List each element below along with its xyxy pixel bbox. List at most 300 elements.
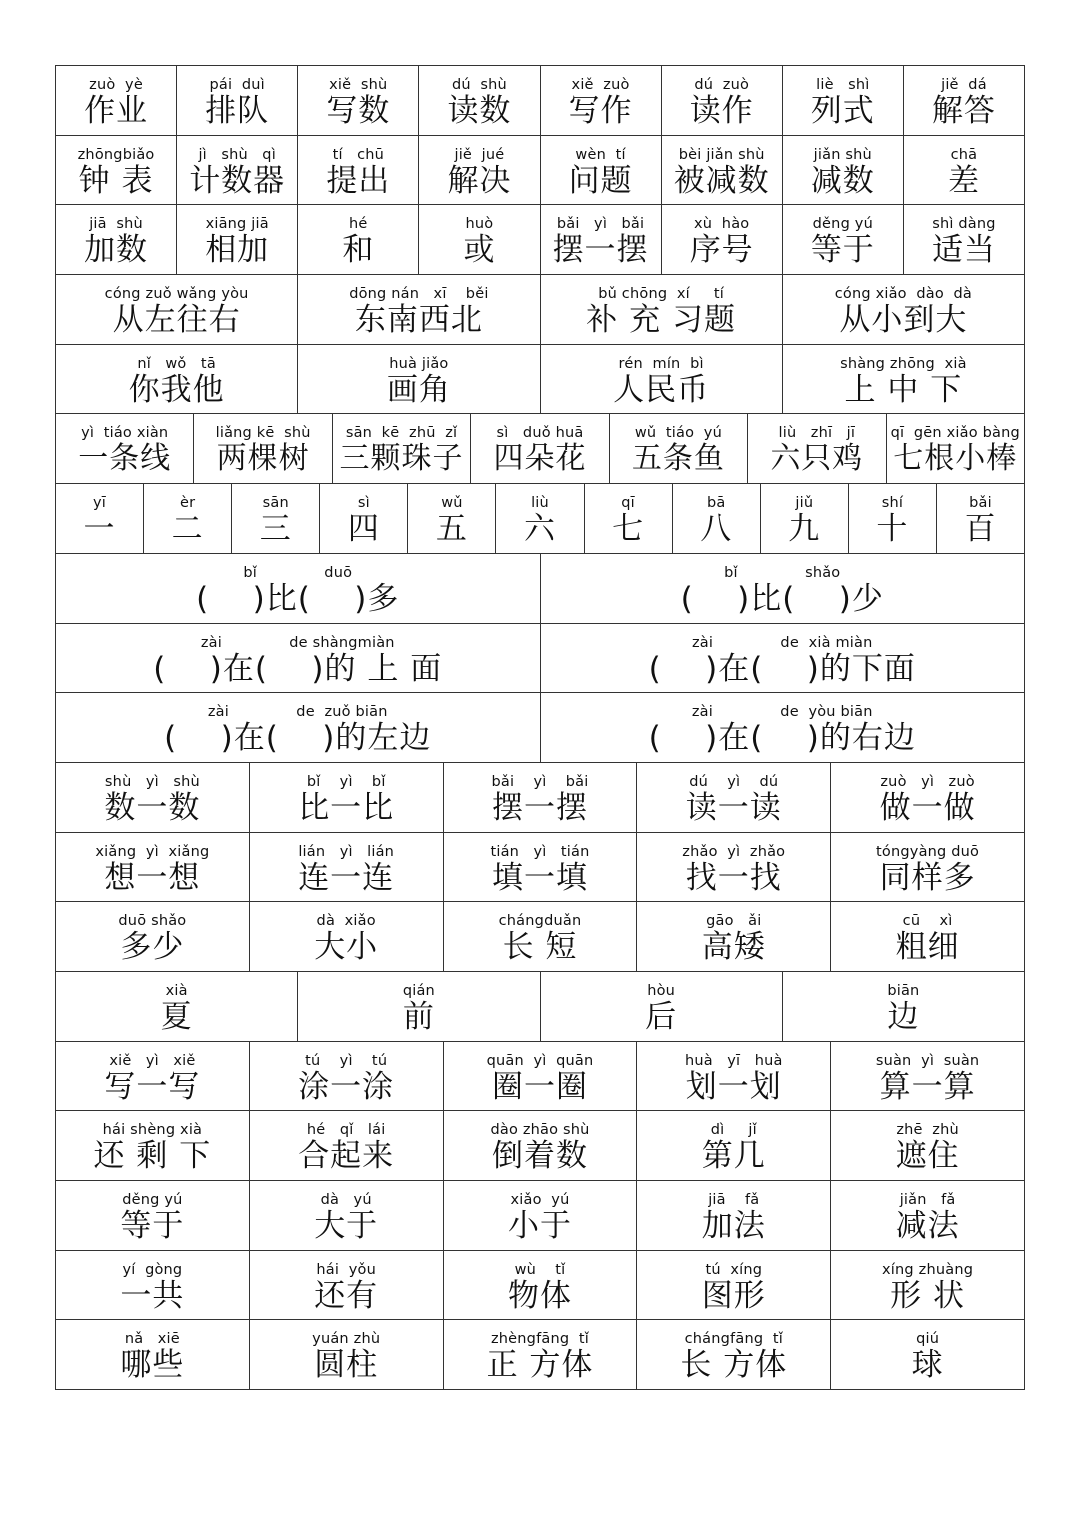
- hanzi-word: 形 状: [890, 1277, 966, 1314]
- word-cell: [250, 902, 444, 972]
- word-cell: [419, 205, 540, 275]
- word-cell: [56, 833, 250, 903]
- hanzi-word: 四: [347, 511, 380, 548]
- hanzi-word: 减数: [810, 162, 875, 199]
- pinyin-label: jiā fǎ: [708, 1192, 760, 1208]
- grid-row: [56, 763, 1025, 833]
- hanzi-word: 读作: [689, 93, 754, 129]
- word-cell: [637, 902, 831, 972]
- pinyin-label: zuò yè: [89, 77, 143, 93]
- pinyin-label: tí chū: [332, 146, 385, 163]
- pinyin-label: xiǎo yú: [510, 1192, 570, 1208]
- hanzi-word: 人民币: [613, 371, 710, 408]
- word-cell: [250, 1251, 444, 1321]
- pinyin-label: hòu: [647, 982, 676, 999]
- pinyin-label: gāo ǎi: [706, 913, 762, 930]
- word-cell: [673, 484, 761, 554]
- pinyin-label: yuán zhù: [312, 1331, 381, 1348]
- pinyin-label: jì shù qì: [198, 146, 276, 163]
- hanzi-word: 数一数: [104, 789, 201, 826]
- word-cell: [541, 345, 783, 415]
- hanzi-word: 减法: [895, 1208, 960, 1244]
- word-cell: [250, 1042, 444, 1112]
- hanzi-word: 和: [342, 232, 375, 269]
- pinyin-label: cóng xiǎo dào dà: [834, 286, 973, 303]
- word-cell: [831, 1042, 1025, 1112]
- word-cell: [56, 902, 250, 972]
- word-cell: [144, 484, 232, 554]
- grid-row: [56, 693, 1025, 763]
- hanzi-word: 九: [788, 511, 821, 548]
- hanzi-word: 同样多: [879, 859, 976, 896]
- pinyin-label: zhē zhù: [896, 1122, 959, 1139]
- hanzi-word: 写作: [568, 93, 633, 129]
- word-cell: [56, 275, 298, 345]
- word-cell: [471, 414, 609, 484]
- word-cell: [904, 66, 1025, 136]
- word-cell: [333, 414, 471, 484]
- pinyin-label: xù hào: [694, 216, 750, 233]
- pinyin-label: sān kē zhū zǐ: [345, 425, 458, 442]
- word-cell: [761, 484, 849, 554]
- hanzi-word: 三颗珠子: [339, 441, 464, 477]
- pinyin-label: biān: [887, 982, 920, 999]
- hanzi-word: 边: [887, 998, 920, 1035]
- word-cell: [232, 484, 320, 554]
- word-cell: [662, 205, 783, 275]
- hanzi-word: 排队: [205, 93, 270, 129]
- pinyin-label: xiě yì xiě: [109, 1052, 196, 1069]
- pinyin-label: zhōngbiǎo: [77, 146, 155, 163]
- hanzi-word: 填一填: [491, 859, 588, 896]
- pinyin-label: xiě zuò: [571, 77, 630, 93]
- hanzi-word: 加法: [701, 1208, 766, 1244]
- pinyin-label: qī gēn xiǎo bàng: [890, 425, 1020, 442]
- hanzi-word: ( )在( )的左边: [164, 720, 432, 757]
- hanzi-word: 长 短: [502, 929, 578, 966]
- hanzi-word: 读数: [447, 93, 512, 129]
- word-cell: [56, 484, 144, 554]
- hanzi-word: 作业: [84, 93, 149, 129]
- hanzi-word: 差: [947, 162, 980, 199]
- hanzi-word: 解答: [931, 93, 996, 129]
- hanzi-word: 小于: [507, 1208, 572, 1244]
- hanzi-word: ( )在( )的下面: [648, 650, 916, 687]
- hanzi-word: 圈一圈: [491, 1068, 588, 1105]
- pinyin-label: yì tiáo xiàn: [81, 425, 169, 442]
- pinyin-label: qiú: [916, 1331, 940, 1348]
- word-cell: [444, 902, 638, 972]
- word-cell: [496, 484, 584, 554]
- word-cell: [56, 1111, 250, 1181]
- word-cell: [250, 1181, 444, 1251]
- pinyin-label: bǎi: [969, 495, 992, 512]
- hanzi-word: 百: [964, 511, 997, 548]
- word-cell: [250, 1320, 444, 1390]
- pinyin-label: zuò yì zuò: [880, 773, 975, 790]
- pinyin-label: dì jǐ: [710, 1122, 757, 1139]
- pinyin-label: nǐ wǒ tā: [137, 355, 216, 372]
- hanzi-word: 粗细: [895, 929, 960, 966]
- pinyin-label: qī: [621, 495, 635, 512]
- hanzi-word: 八: [700, 511, 733, 548]
- pinyin-label: wèn tí: [575, 146, 626, 163]
- pinyin-label: nǎ xiē: [124, 1331, 180, 1348]
- hanzi-word: 序号: [689, 232, 754, 269]
- word-cell: [56, 693, 541, 763]
- hanzi-word: 比一比: [298, 789, 395, 826]
- pinyin-label: xíng zhuàng: [882, 1261, 974, 1278]
- hanzi-word: 钟 表: [78, 162, 154, 199]
- hanzi-word: 想一想: [104, 859, 201, 896]
- pinyin-label: xiě shù: [329, 77, 388, 93]
- grid-row: [56, 275, 1025, 345]
- word-cell: [56, 554, 541, 624]
- hanzi-word: 被减数: [673, 162, 770, 199]
- grid-row: [56, 972, 1025, 1042]
- hanzi-word: 多少: [120, 929, 185, 966]
- grid-row: [56, 902, 1025, 972]
- pinyin-label: huà yī huà: [684, 1052, 783, 1069]
- pinyin-label: quān yì quān: [486, 1052, 594, 1069]
- grid-row: [56, 484, 1025, 554]
- hanzi-word: 写数: [326, 93, 391, 129]
- pinyin-label: tú xíng: [705, 1261, 763, 1278]
- word-cell: [444, 1042, 638, 1112]
- word-cell: [541, 275, 783, 345]
- grid-row: [56, 66, 1025, 136]
- grid-row: [56, 1042, 1025, 1112]
- hanzi-word: 六只鸡: [770, 441, 864, 477]
- pinyin-label: wǔ: [441, 495, 463, 512]
- word-cell: [637, 1320, 831, 1390]
- word-cell: [937, 484, 1025, 554]
- hanzi-word: 画角: [386, 371, 451, 408]
- word-cell: [320, 484, 408, 554]
- pinyin-label: bǐ shǎo: [724, 564, 841, 581]
- pinyin-label: tú yì tú: [305, 1052, 388, 1069]
- hanzi-word: 七: [612, 511, 645, 548]
- pinyin-label: chángfāng tǐ: [684, 1331, 783, 1348]
- hanzi-word: 你我他: [128, 371, 225, 408]
- pinyin-label: hái shèng xià: [102, 1122, 203, 1139]
- pinyin-label: jiě dá: [941, 77, 987, 93]
- pinyin-label: dà xiǎo: [316, 913, 376, 930]
- hanzi-word: 写一写: [104, 1068, 201, 1105]
- word-cell: [250, 1111, 444, 1181]
- word-cell: [831, 763, 1025, 833]
- word-cell: [887, 414, 1025, 484]
- hanzi-word: 涂一涂: [298, 1068, 395, 1105]
- pinyin-label: wǔ tiáo yú: [634, 425, 722, 442]
- pinyin-label: zài de yòu biān: [691, 704, 873, 721]
- pinyin-label: jiǎn fǎ: [899, 1192, 956, 1208]
- pinyin-label: bǔ chōng xí tí: [598, 286, 725, 303]
- hanzi-word: 五条鱼: [631, 441, 725, 477]
- hanzi-word: 合起来: [298, 1138, 395, 1175]
- hanzi-word: 问题: [568, 162, 633, 199]
- word-cell: [56, 136, 177, 206]
- word-cell: [408, 484, 496, 554]
- word-cell: [298, 275, 540, 345]
- pinyin-label: xià: [165, 982, 188, 999]
- word-cell: [444, 1111, 638, 1181]
- word-cell: [56, 66, 177, 136]
- hanzi-word: 图形: [701, 1277, 766, 1314]
- hanzi-word: 六: [524, 511, 557, 548]
- hanzi-word: ( )在( )的右边: [648, 720, 916, 757]
- word-cell: [585, 484, 673, 554]
- word-cell: [637, 1181, 831, 1251]
- word-cell: [637, 1111, 831, 1181]
- hanzi-word: ( )比( )多: [196, 580, 400, 617]
- pinyin-label: liǎng kē shù: [215, 425, 311, 442]
- hanzi-word: 一条线: [78, 441, 172, 477]
- pinyin-label: huò: [465, 216, 494, 233]
- pinyin-label: zài de zuǒ biān: [207, 704, 388, 721]
- hanzi-word: 找一找: [685, 859, 782, 896]
- word-cell: [444, 763, 638, 833]
- pinyin-label: dú shù: [451, 77, 507, 93]
- word-cell: [783, 205, 904, 275]
- pinyin-label: duō shǎo: [118, 913, 187, 930]
- grid-row: [56, 1320, 1025, 1390]
- hanzi-word: 等于: [120, 1208, 185, 1244]
- hanzi-word: 二: [171, 511, 204, 548]
- hanzi-word: 球: [911, 1347, 944, 1384]
- word-cell: [56, 972, 298, 1042]
- hanzi-word: 提出: [326, 162, 391, 199]
- pinyin-label: bǎi yì bǎi: [556, 216, 645, 233]
- grid-row: [56, 624, 1025, 694]
- word-cell: [298, 205, 419, 275]
- hanzi-word: 读一读: [685, 789, 782, 826]
- word-cell: [637, 763, 831, 833]
- hanzi-word: 东南西北: [354, 302, 483, 339]
- pinyin-label: jiā shù: [89, 216, 143, 233]
- word-cell: [831, 1320, 1025, 1390]
- pinyin-label: tián yì tián: [490, 843, 590, 860]
- hanzi-word: 摆一摆: [552, 232, 649, 269]
- hanzi-word: 还有: [314, 1277, 379, 1314]
- pinyin-label: shí: [881, 495, 904, 512]
- hanzi-word: 补 充 习题: [586, 302, 736, 339]
- pinyin-label: děng yú: [122, 1192, 183, 1208]
- pinyin-label: cóng zuǒ wǎng yòu: [104, 286, 249, 303]
- word-cell: [56, 205, 177, 275]
- word-cell: [419, 66, 540, 136]
- pinyin-label: bā: [706, 495, 726, 512]
- word-cell: [298, 66, 419, 136]
- hanzi-word: 倒着数: [491, 1138, 588, 1175]
- word-cell: [541, 693, 1026, 763]
- pinyin-label: zhèngfāng tǐ: [490, 1331, 590, 1348]
- word-cell: [56, 1320, 250, 1390]
- hanzi-word: 前: [402, 998, 435, 1035]
- hanzi-word: 七根小棒: [893, 441, 1018, 477]
- word-cell: [831, 1181, 1025, 1251]
- pinyin-label: pái duì: [209, 77, 265, 93]
- pinyin-label: sān: [262, 495, 289, 512]
- hanzi-word: 计数器: [189, 162, 286, 199]
- pinyin-label: suàn yì suàn: [875, 1052, 980, 1069]
- hanzi-word: 两棵树: [216, 441, 310, 477]
- word-cell: [444, 1320, 638, 1390]
- pinyin-label: jiě jué: [454, 146, 505, 163]
- pinyin-label: shù yì shù: [104, 773, 200, 790]
- hanzi-word: 夏: [160, 998, 193, 1035]
- word-cell: [541, 972, 783, 1042]
- word-cell: [177, 66, 298, 136]
- hanzi-word: 连一连: [298, 859, 395, 896]
- word-cell: [56, 345, 298, 415]
- pinyin-label: xiāng jiā: [205, 216, 269, 233]
- word-cell: [56, 624, 541, 694]
- vocabulary-grid: [55, 65, 1025, 1390]
- word-cell: [637, 833, 831, 903]
- pinyin-label: lián yì lián: [298, 843, 395, 860]
- pinyin-label: sì: [357, 495, 370, 512]
- word-cell: [541, 66, 662, 136]
- hanzi-word: 或: [463, 232, 496, 269]
- hanzi-word: 第几: [701, 1138, 766, 1175]
- hanzi-word: 解决: [447, 162, 512, 199]
- hanzi-word: 列式: [810, 93, 875, 129]
- pinyin-label: sì duǒ huā: [496, 425, 584, 442]
- word-cell: [831, 902, 1025, 972]
- pinyin-label: zài de shàngmiàn: [200, 634, 395, 651]
- word-cell: [250, 763, 444, 833]
- word-cell: [610, 414, 748, 484]
- pinyin-label: xiǎng yì xiǎng: [95, 843, 210, 860]
- word-cell: [783, 972, 1025, 1042]
- hanzi-word: 做一做: [879, 789, 976, 826]
- pinyin-label: zhǎo yì zhǎo: [682, 843, 786, 860]
- hanzi-word: 上 中 下: [844, 371, 963, 408]
- hanzi-word: 加数: [84, 232, 149, 269]
- pinyin-label: rén mín bì: [618, 355, 704, 372]
- hanzi-word: 等于: [810, 232, 875, 269]
- word-cell: [831, 1251, 1025, 1321]
- word-cell: [904, 136, 1025, 206]
- pinyin-label: dú yì dú: [689, 773, 779, 790]
- pinyin-label: dú zuò: [694, 77, 750, 93]
- pinyin-label: bǐ duō: [243, 564, 353, 581]
- pinyin-label: tóngyàng duō: [876, 843, 980, 860]
- word-cell: [783, 345, 1025, 415]
- word-cell: [748, 414, 886, 484]
- pinyin-label: dào zhāo shù: [490, 1122, 590, 1139]
- pinyin-label: bǎi yì bǎi: [491, 773, 589, 790]
- pinyin-label: chā: [950, 146, 978, 163]
- pinyin-label: huà jiǎo: [389, 355, 449, 372]
- grid-row: [56, 136, 1025, 206]
- pinyin-label: liù: [531, 495, 549, 512]
- hanzi-word: 长 方体: [680, 1347, 788, 1384]
- word-cell: [298, 972, 540, 1042]
- word-cell: [783, 136, 904, 206]
- pinyin-label: jiǎn shù: [813, 146, 872, 163]
- word-cell: [637, 1042, 831, 1112]
- hanzi-word: 摆一摆: [491, 789, 588, 826]
- word-cell: [444, 1181, 638, 1251]
- pinyin-label: hé qǐ lái: [306, 1122, 386, 1139]
- pinyin-label: wù tǐ: [514, 1261, 566, 1278]
- word-cell: [444, 1251, 638, 1321]
- grid-row: [56, 833, 1025, 903]
- hanzi-word: 一: [83, 511, 116, 548]
- word-cell: [298, 345, 540, 415]
- word-cell: [831, 833, 1025, 903]
- pinyin-label: shì dàng: [932, 216, 996, 233]
- grid-row: [56, 1251, 1025, 1321]
- grid-row: [56, 554, 1025, 624]
- hanzi-word: 大于: [314, 1208, 379, 1244]
- hanzi-word: 正 方体: [486, 1347, 594, 1384]
- hanzi-word: 从左往右: [112, 302, 241, 339]
- hanzi-word: ( )比( )少: [680, 580, 884, 617]
- word-cell: [541, 205, 662, 275]
- hanzi-word: 圆柱: [314, 1347, 379, 1384]
- pinyin-label: dōng nán xī běi: [349, 286, 489, 303]
- word-cell: [541, 624, 1026, 694]
- grid-row: [56, 1111, 1025, 1181]
- hanzi-word: 还 剩 下: [93, 1138, 212, 1175]
- word-cell: [56, 763, 250, 833]
- word-cell: [541, 554, 1026, 624]
- pinyin-label: chángduǎn: [498, 913, 582, 930]
- hanzi-word: 相加: [205, 232, 270, 269]
- hanzi-word: 一共: [120, 1277, 185, 1314]
- pinyin-label: shàng zhōng xià: [840, 355, 967, 372]
- pinyin-label: yī: [93, 495, 107, 512]
- hanzi-word: 高矮: [701, 929, 766, 966]
- word-cell: [250, 833, 444, 903]
- pinyin-label: bèi jiǎn shù: [678, 146, 765, 163]
- word-cell: [298, 136, 419, 206]
- hanzi-word: 大小: [314, 929, 379, 966]
- grid-row: [56, 1181, 1025, 1251]
- word-cell: [177, 136, 298, 206]
- hanzi-word: 遮住: [895, 1138, 960, 1175]
- pinyin-label: jiǔ: [795, 495, 814, 512]
- pinyin-label: cū xì: [902, 913, 953, 930]
- word-cell: [56, 1251, 250, 1321]
- hanzi-word: 三: [259, 511, 292, 548]
- word-cell: [849, 484, 937, 554]
- hanzi-word: 四朵花: [493, 441, 587, 477]
- hanzi-word: 划一划: [685, 1068, 782, 1105]
- pinyin-label: dà yú: [320, 1192, 372, 1208]
- hanzi-word: 十: [876, 511, 909, 548]
- pinyin-label: hé: [349, 216, 368, 233]
- hanzi-word: 适当: [931, 232, 996, 269]
- word-cell: [904, 205, 1025, 275]
- hanzi-word: 哪些: [120, 1347, 185, 1384]
- pinyin-label: qián: [402, 982, 435, 999]
- hanzi-word: 后: [645, 998, 678, 1035]
- word-cell: [783, 275, 1025, 345]
- word-cell: [56, 1181, 250, 1251]
- hanzi-word: 五: [435, 511, 468, 548]
- pinyin-label: děng yú: [812, 216, 873, 233]
- word-cell: [662, 66, 783, 136]
- hanzi-word: 从小到大: [839, 302, 968, 339]
- grid-row: [56, 205, 1025, 275]
- word-cell: [56, 1042, 250, 1112]
- word-cell: [637, 1251, 831, 1321]
- word-cell: [56, 414, 194, 484]
